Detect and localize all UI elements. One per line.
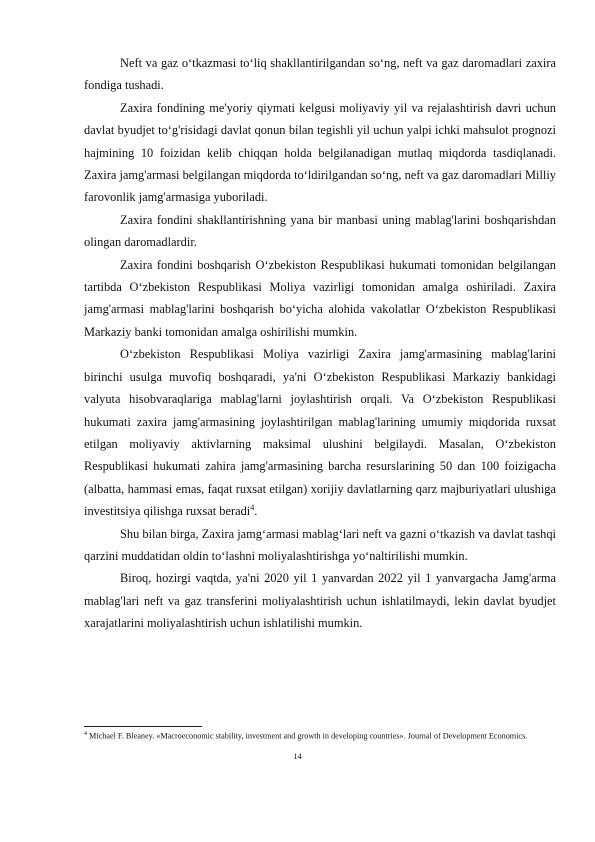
paragraph-4: Zaxira fondini boshqarish O‘zbekiston Respublikasi hukumati tomonidan belgilangan tartibda O‘zbekiston Respublikasi Moliya vazirligi tomonidan amalga oshiriladi. Zaxira jamg'armasi mablag'larini boshqarish bo‘yicha alohida vakolatlar O‘zbekiston Respublikasi Markaziy banki tomonidan amalga oshirilishi mumkin. <box>84 257 556 339</box>
body-text <box>84 52 556 635</box>
footnote <box>84 729 556 742</box>
paragraph-2: Zaxira fondining me'yoriy qiymati kelgusi moliyaviy yil va rejalashtirish davri uchun davlat byudjet to‘g'risidagi davlat qonun bilan tegishli yil uchun yalpi ichki mahsulot prognozi hajmining 10 foizidan kelib chiqqan holda belgilanadigan mutlaq miqdorda tasdiqlanadi. Zaxira jamg'armasi belgilangan miqdorda to‘ldirilgandan so‘ng, neft va gaz daromadlari Milliy farovonlik jamg'armasiga yuboriladi. <box>84 100 556 205</box>
paragraph-6: Shu bilan birga, Zaxira jamg‘armasi mablag‘lari neft va gazni o‘tkazish va davlat tashqi qarzini muddatidan oldin to‘lashni moliyalashtirishga yo‘naltirilishi mumkin. <box>84 526 556 563</box>
paragraph-3: Zaxira fondini shakllantirishning yana bir manbasi uning mablag'larini boshqarishdan olingan daromadlardir. <box>84 212 556 250</box>
footnote-area <box>84 726 556 742</box>
paragraph-5-end: . <box>254 504 258 519</box>
paragraph-5-text: O‘zbekiston Respublikasi Moliya vazirligi Zaxira jamg'armasining mablag'larini birinchi usulga muvofiq boshqaradi, ya'ni O‘zbekiston Respublikasi Markaziy bankidagi valyuta hisobvaraqlariga mablag'larni joylashtirish orqali. Va O‘zbekiston Respublikasi hukumati zaxira jamg'armasining joylashtirilgan mablag'larining umumiy miqdorida ruxsat etilgan moliyaviy aktivlarning maksimal ulushini belgilaydi. Masalan, O‘zbekiston Respublikasi hukumati zahira jamg'armasining barcha resurslarining 50 dan 100 foizigacha (albatta, hammasi emas, faqat ruxsat etilgan) xorijiy davlatlarning qarz majburiyatlari ulushiga investitsiya qilishga ruxsat beradi <box>84 347 556 519</box>
footnote-marker: 4 <box>84 731 87 737</box>
paragraph-7: Biroq, hozirgi vaqtda, ya'ni 2020 yil 1 yanvardan 2022 yil 1 yanvargacha Jamg'arma mablag'lari neft va gaz transferini moliyalashtirish uchun ishlatilmaydi, lekin davlat byudjet xarajatlarini moliyalashtirish uchun ishlatilishi mumkin. <box>84 571 556 631</box>
page-number: 14 <box>293 751 302 761</box>
paragraph-1: Neft va gaz o‘tkazmasi to‘liq shakllantirilgandan so‘ng, neft va gaz daromadlari zaxira fondiga tushadi. <box>84 56 556 93</box>
footnote-text: Michael F. Bleaney. «Macroeconomic stability, investment and growth in developing countries». Journal of Development Economics. <box>87 731 528 741</box>
paragraph-5 <box>84 343 556 522</box>
footnote-divider <box>84 726 202 727</box>
footnote-reference: 4 <box>250 503 255 512</box>
